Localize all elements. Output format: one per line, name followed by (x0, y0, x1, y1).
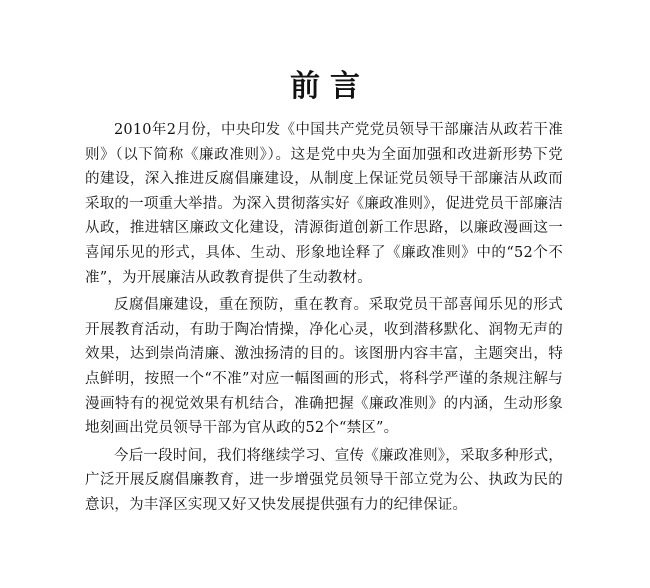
paragraph-1: 2010年2月份，中央印发《中国共产党党员领导干部廉洁从政若干准则》（以下简称《廉政准则》）。这是党中央为全面加强和改进新形势下党的建设，深入推进反腐倡廉建设，从制度上保证党员领导干部廉洁从政而采取的一项重大举措。为深入贯彻落实好《廉政准则》，促进党员干部廉洁从政，推进辖区廉政文化建设，清源街道创新工作思路，以廉政漫画这一喜闻乐见的形式，具体、生动、形象地诠释了《廉政准则》中的“52个不准”，为开展廉洁从政教育提供了生动教材。 (85, 122, 563, 286)
paragraph-2: 反腐倡廉建设，重在预防，重在教育。采取党员干部喜闻乐见的形式开展教育活动，有助于陶冶情操，净化心灵，收到潜移默化、润物无声的效果，达到崇尚清廉、激浊扬清的目的。该图册内容丰富，主题突出，特点鲜明，按照一个“不准”对应一幅图画的形式，将科学严谨的条规注解与漫画特有的视觉效果有机结合，准确把握《廉政准则》的内涵，生动形象地刻画出党员领导干部为官从政的52个“禁区”。 (85, 297, 563, 437)
paragraph-3: 今后一段时间，我们将继续学习、宣传《廉政准则》，采取多种形式，广泛开展反腐倡廉教育，进一步增强党员领导干部立党为公、执政为民的意识，为丰泽区实现又好又快发展提供强有力的纪律保证。 (85, 447, 563, 513)
page-title: 前言 (290, 69, 370, 104)
preface-body (85, 118, 563, 521)
